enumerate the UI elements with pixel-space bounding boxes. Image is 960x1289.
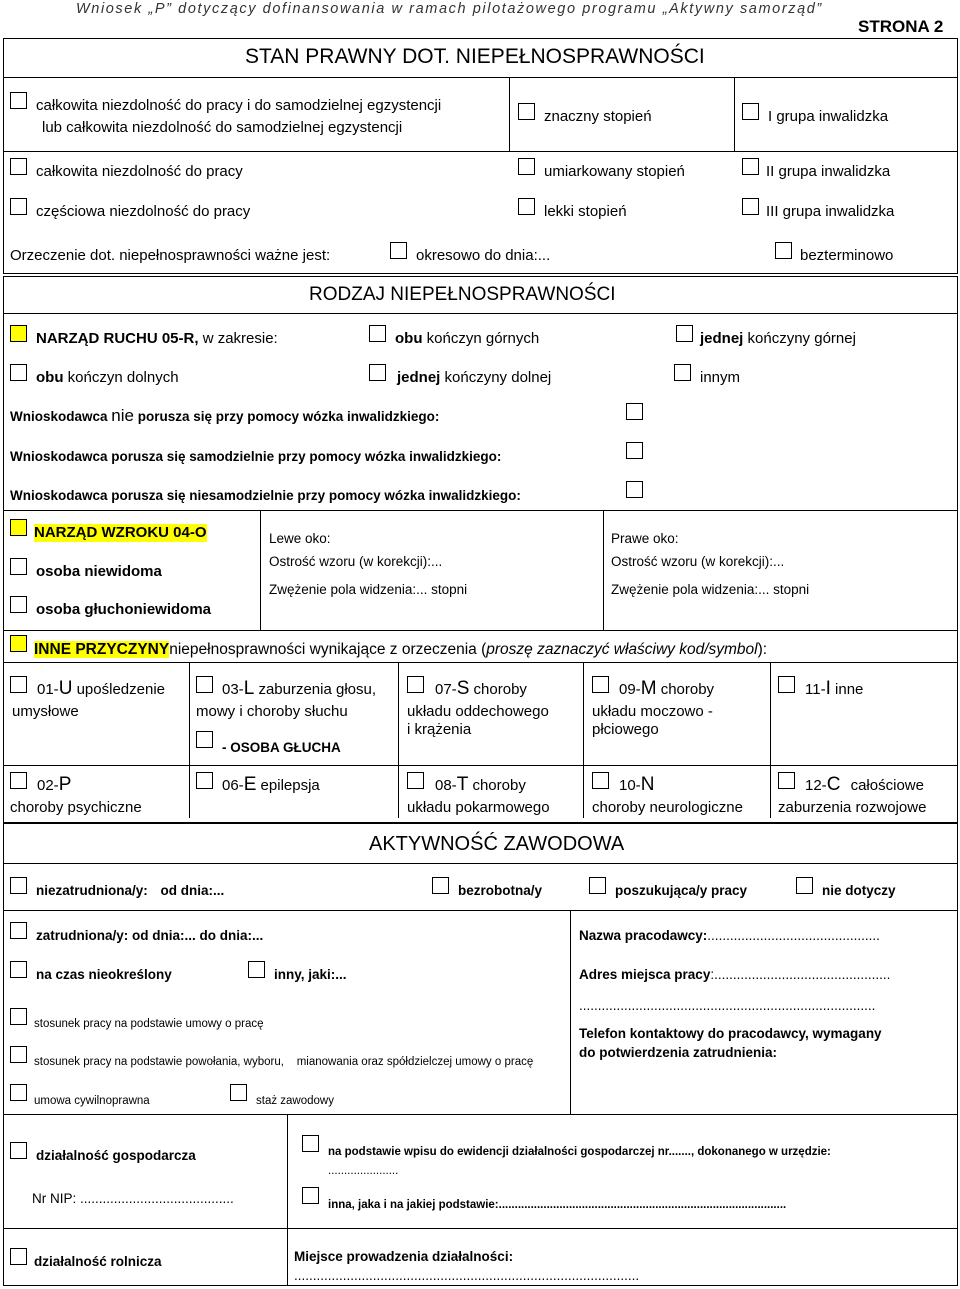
left-eye-degrees: stopni [431, 582, 468, 597]
wheelchair-not-post: porusza się przy pomocy wózka inwalidzkiego: [137, 409, 440, 424]
label-group-2: II grupa inwalidzka [766, 163, 891, 180]
running-header: Wniosek „P” dotyczący dofinansowania w ramach pilotażowego programu „Aktywny samorząd” [76, 1, 823, 17]
checkbox-job-seeking[interactable] [589, 877, 606, 894]
code-06E [222, 776, 320, 795]
motor-organ-code: NARZĄD RUCHU 05-R, [36, 330, 199, 347]
code-06E-letter: E [243, 774, 257, 795]
checkbox-indefinite[interactable] [10, 961, 27, 978]
checkbox-other-basis[interactable] [302, 1187, 319, 1204]
code-12C-prefix: 12- [805, 777, 827, 794]
code-11I-letter: I [825, 678, 831, 699]
label-validity-periodic: okresowo do dnia:... [416, 247, 551, 264]
checkbox-employed[interactable] [10, 922, 27, 939]
code-02P [37, 776, 71, 795]
label-farming: działalność rolnicza [34, 1254, 162, 1269]
disability-type-frame [3, 276, 958, 823]
other-causes-italic: proszę zaznaczyć właściwy kod/symbol [486, 641, 758, 658]
right-eye-degrees: stopni [773, 582, 810, 597]
motor-organ-scope: w zakresie: [202, 330, 278, 347]
workplace-address-label: Adres miejsca pracy:............................................... [579, 967, 891, 982]
code-10N-prefix: 10- [619, 777, 641, 794]
code-02P-prefix: 02- [37, 777, 59, 794]
right-eye-field-text: Zwężenie pola widzenia:... [611, 582, 770, 597]
label-employed [36, 927, 263, 945]
employer-phone-label-1: Telefon kontaktowy do pracodawcy, wymagany [579, 1026, 882, 1041]
code-09M-letter: M [640, 678, 657, 699]
code-03L-letter: L [243, 678, 255, 699]
label-civil-contract: umowa cywilnoprawna [34, 1095, 150, 1107]
checkbox-other-causes[interactable] [10, 635, 27, 652]
code-02P-text2: choroby psychiczne [10, 799, 142, 816]
checkbox-registered-unemployed[interactable] [432, 877, 449, 894]
code-09M-text2: układu moczowo - [592, 703, 713, 720]
checkbox-total-incapacity-work[interactable] [10, 158, 27, 175]
checkbox-code-10N[interactable] [592, 772, 609, 789]
code-01U-prefix: 01- [37, 681, 59, 698]
code-03L-text2: mowy i choroby słuchu [196, 703, 348, 720]
checkbox-unemployed[interactable] [10, 877, 27, 894]
code-10N [619, 776, 654, 795]
label-registry-basis-1: na podstawie wpisu do ewidencji działalności gospodarczej nr......., dokonanego w urzędzie: [328, 1146, 831, 1158]
code-12C [805, 776, 924, 795]
label-business: działalność gospodarcza [36, 1148, 196, 1163]
code-08T-text2: układu pokarmowego [407, 799, 550, 816]
code-09M-text3: płciowego [592, 721, 659, 738]
label-other-basis: inna, jaka i na jakiej podstawie:.......................................................................................... [328, 1199, 787, 1211]
code-10N-text2: choroby neurologiczne [592, 799, 743, 816]
checkbox-sight-organ[interactable] [10, 519, 27, 536]
label-one-upper-bold: jednej [700, 330, 744, 347]
label-one-lower-rest: kończyny dolnej [444, 369, 552, 386]
checkbox-moderate-degree[interactable] [518, 158, 535, 175]
code-06E-text1: epilepsja [260, 777, 320, 794]
wheelchair-not-label [10, 407, 439, 426]
label-activity-place: Miejsce prowadzenia działalności: [294, 1249, 514, 1264]
code-01U-text1: upośledzenie [76, 681, 165, 698]
right-eye-label: Prawe oko: [611, 531, 679, 546]
label-other-kind: inny, jaki:... [274, 967, 347, 982]
label-group-3: III grupa inwalidzka [766, 203, 895, 220]
checkbox-group-3[interactable] [742, 198, 759, 215]
label-total-incapacity-2: lub całkowita niezdolność do samodzielnej egzystencji [42, 119, 403, 136]
code-09M [619, 680, 714, 699]
checkbox-business[interactable] [10, 1142, 27, 1159]
checkbox-group-2[interactable] [742, 158, 759, 175]
label-one-lower-limb [397, 369, 551, 387]
code-08T [435, 776, 526, 795]
code-07S [435, 680, 527, 699]
label-activity-place-dots-text: ... [294, 1268, 306, 1283]
label-appointment-basis: stosunek pracy na podstawie powołania, wyboru, mianowania oraz spółdzielczej umowy o pracę [34, 1056, 534, 1068]
code-08T-text1: choroby [472, 777, 526, 794]
label-both-lower-limbs [36, 369, 179, 387]
label-employed-since: zatrudniona/y: od dnia:... [36, 928, 196, 943]
label-deafblind: osoba głuchoniewidoma [36, 601, 212, 618]
label-employed-to: do dnia:... [199, 928, 264, 943]
checkbox-appointment-basis[interactable] [10, 1046, 27, 1063]
checkbox-wheelchair-self[interactable] [626, 442, 643, 459]
label-validity-indefinite: bezterminowo [800, 247, 894, 264]
code-07S-letter: S [456, 678, 470, 699]
page-label: STRONA 2 [858, 17, 944, 36]
label-significant-degree: znaczny stopień [544, 108, 652, 125]
code-07S-text3: i krążenia [407, 721, 472, 738]
employer-name-dots: ... [707, 928, 719, 943]
code-11I [805, 680, 863, 699]
code-11I-prefix: 11- [805, 681, 826, 698]
checkbox-code-07S[interactable] [407, 676, 424, 693]
right-eye-acuity: Ostrość wzoru (w korekcji):... [611, 554, 785, 569]
label-one-upper-rest: kończyny górnej [747, 330, 856, 347]
code-01U [37, 680, 165, 699]
label-unemployed-text: niezatrudniona/y: [36, 883, 148, 898]
validity-label: Orzeczenie dot. niepełnosprawności ważne jest: [10, 247, 331, 264]
checkbox-one-lower-limb[interactable] [369, 364, 386, 381]
label-both-upper-rest: kończyn górnych [426, 330, 540, 347]
employer-phone-label-2: do potwierdzenia zatrudnienia: [579, 1045, 778, 1060]
label-group-1: I grupa inwalidzka [768, 108, 889, 125]
other-causes-rest: niepełnosprawności wynikające z orzeczenia ( [169, 641, 487, 658]
left-eye-label: Lewe oko: [269, 531, 331, 546]
label-job-seeking: poszukująca/y pracy [615, 883, 748, 898]
label-unemployed [36, 882, 224, 900]
code-11I-text1: inne [835, 681, 864, 698]
checkbox-internship[interactable] [230, 1084, 247, 1101]
label-internship: staż zawodowy [256, 1095, 334, 1107]
other-causes-line [34, 641, 767, 659]
checkbox-total-incapacity-independent[interactable] [10, 92, 27, 109]
checkbox-other-limb[interactable] [674, 364, 691, 381]
code-10N-letter: N [640, 774, 655, 795]
code-07S-text1: choroby [473, 681, 527, 698]
checkbox-deafblind[interactable] [10, 596, 27, 613]
checkbox-other-kind[interactable] [248, 961, 265, 978]
checkbox-significant-degree[interactable] [518, 103, 535, 120]
motor-organ-label [36, 330, 278, 348]
label-other-basis-text: inna, jaka i na jakiej podstawie:... [328, 1199, 509, 1211]
checkbox-code-06E[interactable] [196, 772, 213, 789]
label-both-lower-rest: kończyn dolnych [67, 369, 179, 386]
left-eye-field-text: Zwężenie pola widzenia:... [269, 582, 428, 597]
label-moderate-degree: umiarkowany stopień [544, 163, 685, 180]
code-03L-text1: zaburzenia głosu, [258, 681, 377, 698]
label-total-incapacity-work: całkowita niezdolność do pracy [36, 163, 243, 180]
code-01U-text2: umysłowe [12, 703, 79, 720]
checkbox-code-02P[interactable] [10, 772, 27, 789]
wheelchair-assisted-label: Wnioskodawca porusza się niesamodzielnie przy pomocy wózka inwalidzkiego: [10, 488, 521, 503]
label-both-lower-bold: obu [36, 369, 64, 386]
label-other-limb: innym [700, 369, 741, 386]
label-both-upper-limbs [395, 330, 539, 348]
label-activity-place-dots: ............................................................................................ [294, 1268, 640, 1283]
checkbox-code-01U[interactable] [10, 676, 27, 693]
workplace-address-text: Adres miejsca pracy [579, 967, 711, 982]
left-eye-acuity: Ostrość wzoru (w korekcji):... [269, 554, 443, 569]
checkbox-farming[interactable] [10, 1248, 27, 1265]
code-02P-letter: P [58, 774, 72, 795]
checkbox-both-upper-limbs[interactable] [369, 325, 386, 342]
label-unemployed-since: od dnia:... [160, 883, 225, 898]
wheelchair-self-label: Wnioskodawca porusza się samodzielnie przy pomocy wózka inwalidzkiego: [10, 449, 502, 464]
label-light-degree: lekki stopień [544, 203, 627, 220]
label-one-upper-limb [700, 330, 856, 348]
checkbox-code-12C[interactable] [778, 772, 795, 789]
checkbox-blind[interactable] [10, 558, 27, 575]
legal-status-frame [3, 38, 958, 274]
label-total-incapacity-1: całkowita niezdolność do pracy i do samodzielnej egzystencji [36, 97, 442, 114]
label-nip: Nr NIP: ......................................... [32, 1191, 234, 1206]
checkbox-code-03L[interactable] [196, 676, 213, 693]
checkbox-both-lower-limbs[interactable] [10, 364, 27, 381]
wheelchair-not-pre: Wnioskodawca [10, 409, 108, 424]
checkbox-wheelchair-not[interactable] [626, 403, 643, 420]
checkbox-civil-contract[interactable] [10, 1084, 27, 1101]
label-registry-basis-2-text: ... [328, 1165, 338, 1177]
workplace-address-dots-line: ............................................................................... [579, 998, 876, 1013]
other-causes-label: INNE PRZYCZYNY [34, 641, 170, 658]
sight-organ-label: NARZĄD WZROKU 04-O [34, 524, 207, 541]
legal-status-title: STAN PRAWNY DOT. NIEPEŁNOSPRAWNOŚCI [245, 45, 705, 68]
code-06E-prefix: 06- [222, 777, 244, 794]
label-contract-basis: stosunek pracy na podstawie umowy o pracę [34, 1018, 264, 1030]
checkbox-registry-basis[interactable] [302, 1135, 319, 1152]
employer-name-text: Nazwa pracodawcy: [579, 928, 708, 943]
code-03L [222, 680, 376, 699]
checkbox-motor-organ[interactable] [10, 325, 27, 342]
code-08T-prefix: 08- [435, 777, 457, 794]
checkbox-code-09M[interactable] [592, 676, 609, 693]
workplace-address-dots-start: ... [579, 998, 591, 1013]
checkbox-contract-basis[interactable] [10, 1008, 27, 1025]
code-07S-text2: układu oddechowego [407, 703, 549, 720]
code-07S-prefix: 07- [435, 681, 457, 698]
other-causes-close: ): [757, 641, 768, 658]
code-03L-prefix: 03- [222, 681, 244, 698]
label-registered-unemployed: bezrobotna/y [458, 883, 543, 898]
right-eye-field [611, 581, 809, 599]
employment-title: AKTYWNOŚĆ ZAWODOWA [369, 833, 625, 855]
left-eye-field [269, 581, 467, 599]
label-one-lower-bold: jednej [397, 369, 441, 386]
checkbox-light-degree[interactable] [518, 198, 535, 215]
employer-name-label: Nazwa pracodawcy:.............................................. [579, 928, 880, 943]
workplace-address-dots: :... [710, 967, 726, 982]
code-08T-letter: T [456, 774, 469, 795]
label-registry-basis-2: ...................... [328, 1165, 399, 1177]
code-09M-prefix: 09- [619, 681, 641, 698]
code-01U-letter: U [58, 678, 73, 699]
label-deaf: - OSOBA GŁUCHA [222, 740, 341, 755]
code-12C-text1: całościowe [850, 777, 924, 794]
disability-type-title: RODZAJ NIEPEŁNOSPRAWNOŚCI [309, 284, 616, 305]
checkbox-code-11I[interactable] [778, 676, 795, 693]
label-blind: osoba niewidoma [36, 563, 162, 580]
code-12C-text2: zaburzenia rozwojowe [778, 799, 927, 816]
checkbox-validity-periodic[interactable] [390, 242, 407, 259]
checkbox-deaf[interactable] [196, 731, 213, 748]
checkbox-partial-incapacity[interactable] [10, 198, 27, 215]
label-not-applicable: nie dotyczy [822, 883, 896, 898]
label-nip-text: Nr NIP: ... [32, 1191, 92, 1206]
label-indefinite: na czas nieokreślony [36, 967, 172, 982]
checkbox-wheelchair-assisted[interactable] [626, 481, 643, 498]
checkbox-not-applicable[interactable] [796, 877, 813, 894]
checkbox-group-1[interactable] [742, 103, 759, 120]
checkbox-one-upper-limb[interactable] [676, 325, 693, 342]
checkbox-validity-indefinite[interactable] [775, 242, 792, 259]
wheelchair-not-nie: nie [111, 406, 134, 425]
label-partial-incapacity: częściowa niezdolność do pracy [36, 203, 251, 220]
code-09M-text1: choroby [660, 681, 715, 698]
code-12C-letter: C [826, 774, 841, 795]
label-both-upper-bold: obu [395, 330, 423, 347]
checkbox-code-08T[interactable] [407, 772, 424, 789]
